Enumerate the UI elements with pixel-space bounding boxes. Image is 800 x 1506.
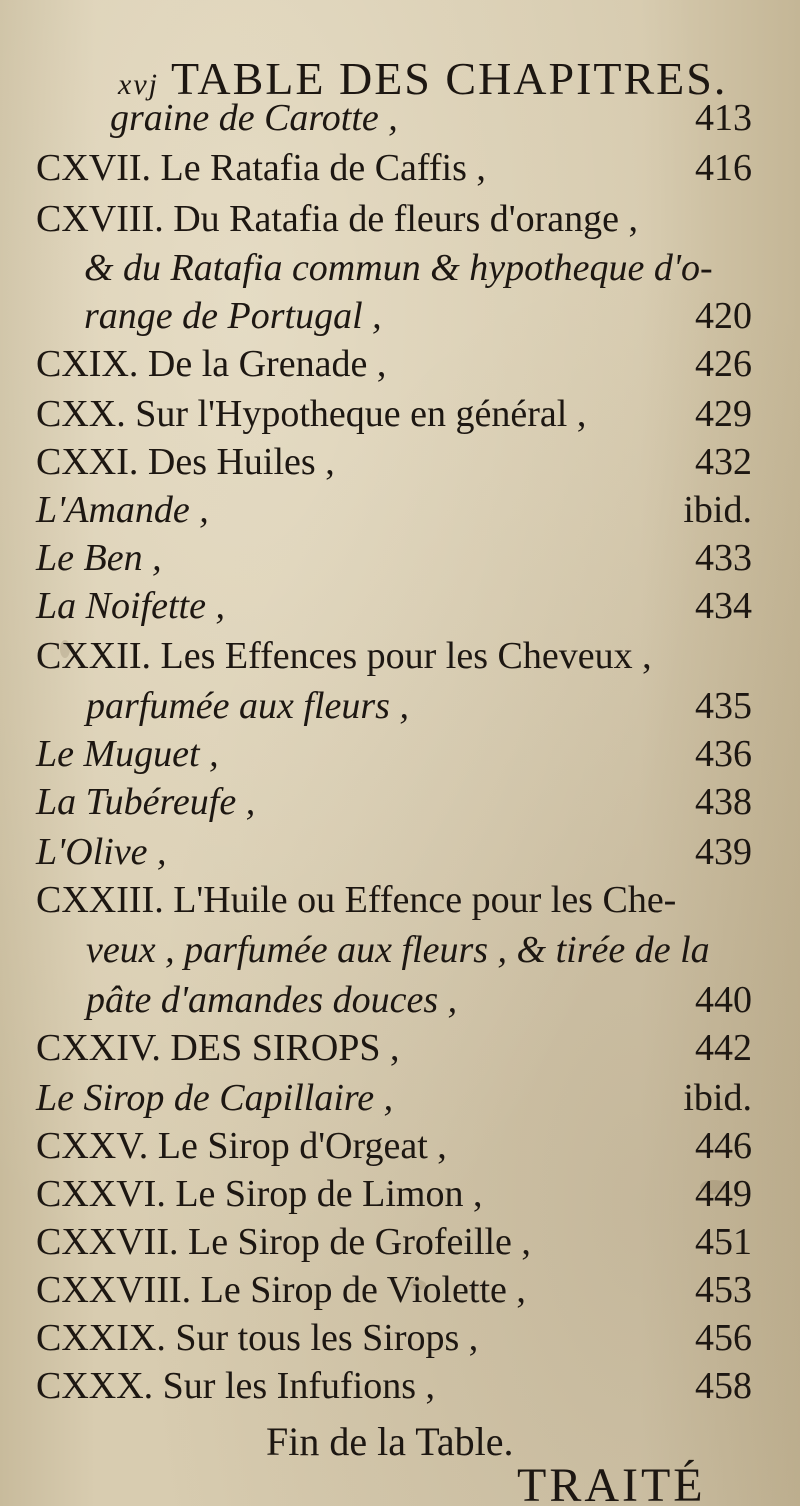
toc-entry-page: 458: [695, 1365, 752, 1407]
toc-entry-page: 426: [695, 343, 752, 385]
toc-entry-page: ibid.: [683, 489, 752, 531]
toc-entry-page: 451: [695, 1221, 752, 1263]
toc-entry: [0, 780, 800, 826]
toc-entry: [0, 878, 800, 924]
toc-entry: [0, 584, 800, 630]
toc-entry-text: CXXIV. DES SIROPS ,: [36, 1027, 400, 1069]
toc-entry-page: 416: [695, 147, 752, 189]
toc-entry-text: La Noifette ,: [36, 585, 225, 627]
toc-entry-text: pâte d'amandes douces ,: [86, 979, 458, 1021]
toc-entry: [0, 246, 800, 292]
toc-entry-text: CXXII. Les Effences pour les Cheveux ,: [36, 635, 652, 677]
toc-entry: [0, 342, 800, 388]
toc-entry-text: veux , parfumée aux fleurs , & tirée de la: [86, 929, 710, 971]
toc-entry-text: CXXVI. Le Sirop de Limon ,: [36, 1173, 483, 1215]
toc-entry: [0, 684, 800, 730]
toc-entry: [0, 1026, 800, 1072]
toc-entry-text: CXXI. Des Huiles ,: [36, 441, 335, 483]
toc-entry-page: 429: [695, 393, 752, 435]
toc-entry-text: graine de Carotte ,: [110, 97, 398, 139]
toc-entry-page: 436: [695, 733, 752, 775]
toc-entry-text: parfumée aux fleurs ,: [86, 685, 409, 727]
toc-entry-page: 453: [695, 1269, 752, 1311]
toc-entry: [0, 1220, 800, 1266]
toc-entry-text: CXXIX. Sur tous les Sirops ,: [36, 1317, 479, 1359]
toc-entry: [0, 96, 800, 142]
toc-entry-text: CXXVII. Le Sirop de Grofeille ,: [36, 1221, 531, 1263]
toc-entry: [0, 1268, 800, 1314]
toc-entry: [0, 1316, 800, 1362]
toc-entry-text: Le Ben ,: [36, 537, 162, 579]
toc-entry-page: 440: [695, 979, 752, 1021]
toc-entry: [0, 830, 800, 876]
toc-entry-text: CXXVIII. Le Sirop de Violette ,: [36, 1269, 526, 1311]
toc-entry-page: 438: [695, 781, 752, 823]
toc-entry-text: CXIX. De la Grenade ,: [36, 343, 387, 385]
toc-entry-page: 446: [695, 1125, 752, 1167]
toc-entry: [0, 294, 800, 340]
toc-entry-text: CXXIII. L'Huile ou Effence pour les Che-: [36, 879, 677, 921]
toc-entry: [0, 536, 800, 582]
toc-entry-text: CXX. Sur l'Hypotheque en général ,: [36, 393, 587, 435]
toc-entry: [0, 978, 800, 1024]
toc-entry: [0, 634, 800, 680]
toc-entry-page: ibid.: [683, 1077, 752, 1119]
toc-entry-page: 420: [695, 295, 752, 337]
toc-entry-text: Le Sirop de Capillaire ,: [36, 1077, 394, 1119]
toc-entry: [0, 197, 800, 243]
toc-entry-page: 449: [695, 1173, 752, 1215]
toc-entry-text: CXVIII. Du Ratafia de fleurs d'orange ,: [36, 198, 638, 240]
toc-entry: [0, 1124, 800, 1170]
toc-entry: [0, 488, 800, 534]
page-title: TABLE DES CHAPITRES.: [170, 53, 728, 104]
toc-entry-text: CXVII. Le Ratafia de Caffis ,: [36, 147, 486, 189]
toc-entry: [0, 1172, 800, 1218]
toc-entry: [0, 146, 800, 192]
toc-entry-page: 413: [695, 97, 752, 139]
toc-entry-page: 435: [695, 685, 752, 727]
toc-entry: [0, 732, 800, 778]
toc-entry-text: CXXX. Sur les Infufions ,: [36, 1365, 435, 1407]
catchword: TRAITÉ: [517, 1459, 706, 1506]
toc-entry-page: 433: [695, 537, 752, 579]
toc-entry-text: L'Amande ,: [36, 489, 209, 531]
toc-entry-text: & du Ratafia commun & hypotheque d'o-: [84, 247, 713, 289]
toc-entry-text: CXXV. Le Sirop d'Orgeat ,: [36, 1125, 447, 1167]
toc-entry: [0, 1076, 800, 1122]
toc-entry-page: 442: [695, 1027, 752, 1069]
toc-entry-page: 456: [695, 1317, 752, 1359]
toc-entry-text: Le Muguet ,: [36, 733, 219, 775]
toc-entry-text: La Tubéreufe ,: [36, 781, 256, 823]
page-folio: xvj: [118, 68, 159, 101]
toc-entry: [0, 1364, 800, 1410]
toc-entry-page: 432: [695, 441, 752, 483]
toc-entry-text: L'Olive ,: [36, 831, 167, 873]
toc-entry: [0, 440, 800, 486]
toc-entry-page: 439: [695, 831, 752, 873]
toc-entry: [0, 928, 800, 974]
end-of-table: Fin de la Table.: [266, 1419, 514, 1464]
toc-entry: [0, 392, 800, 438]
toc-entry-page: 434: [695, 585, 752, 627]
toc-entry-text: range de Portugal ,: [84, 295, 382, 337]
